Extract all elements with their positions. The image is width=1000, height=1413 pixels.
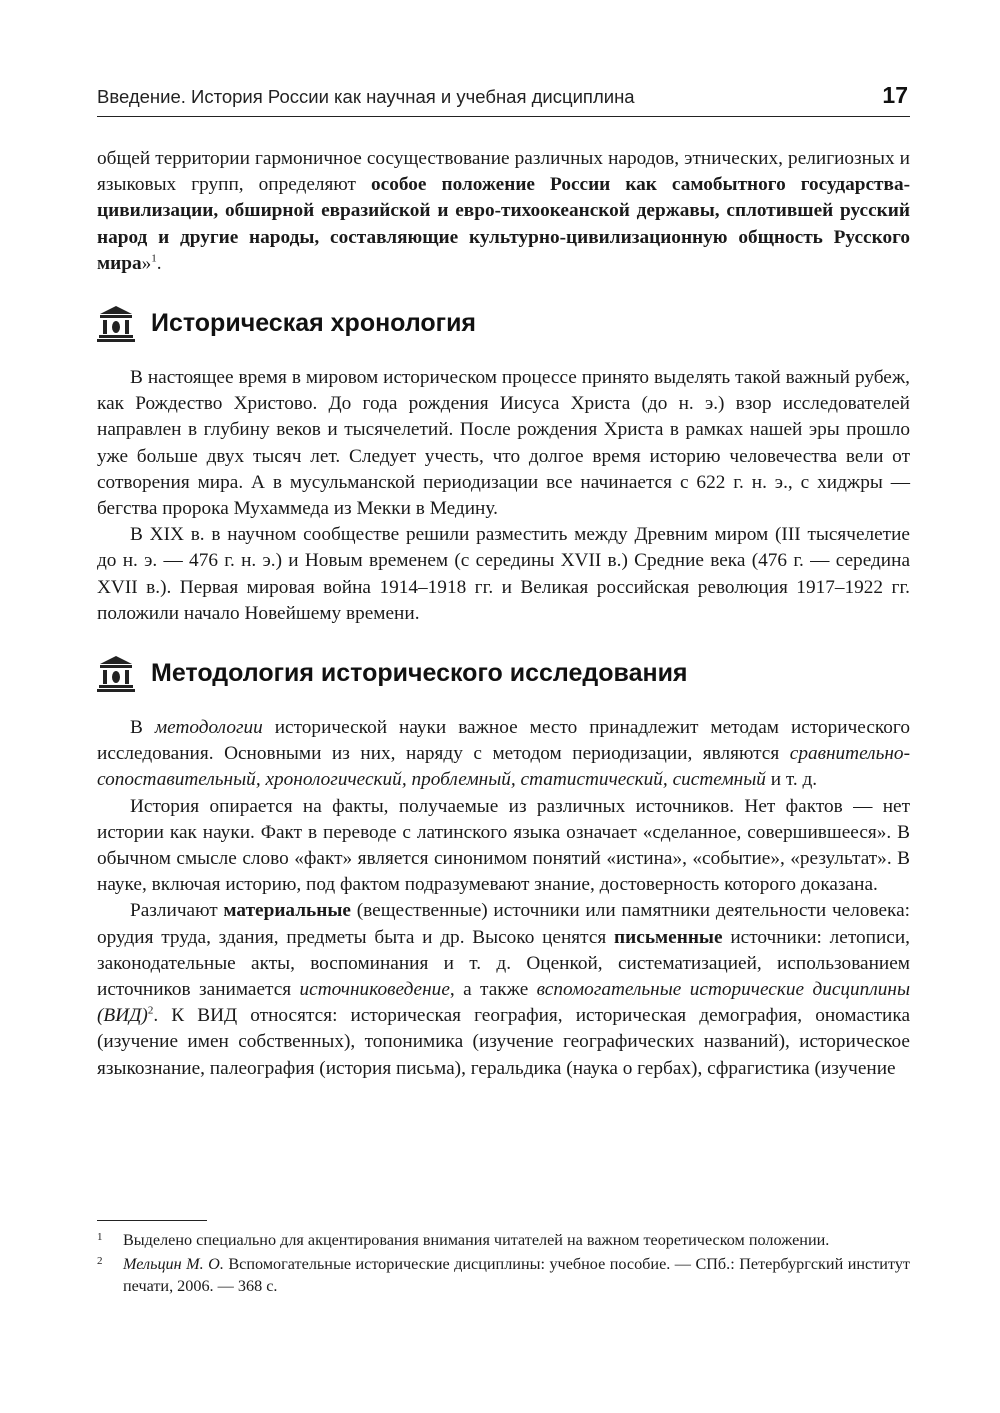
intro-bold-text: особое положение России как самобытного государства-цивилизации, обширной евразийской и евро-тихоокеанской державы, сплотившей русский народ и другие народы, составляющие культурно-цивилизационную общность Русского мира [97, 174, 911, 274]
footnote-1 [97, 1229, 910, 1251]
footnote-divider [97, 1220, 207, 1221]
page-body [97, 146, 910, 1082]
running-header-title: Введение. История России как научная и учебная дисциплина [97, 86, 635, 107]
methodology-paragraph-2: История опирается на факты, получаемые из различных источников. Нет фактов — нет истории как науки. Факт в переводе с латинского языка означает «сделанное, совершившееся». В обычном смысле слово «факт» является синонимом понятий «истина», «событие», «результат». В науке, включая историю, под фактом подразумевают знание, достоверность которого доказана. [97, 795, 910, 896]
section-heading-chronology [97, 303, 910, 343]
footnote-author: Мельцин М. О. [123, 1255, 224, 1273]
museum-icon [97, 654, 135, 692]
footnote-text: Вспомогательные исторические дисциплины: учебное пособие. — СПб.: Петербургский институт печати, 2006. — 368 с. [123, 1255, 910, 1295]
section-title-methodology: Методология исторического исследования [151, 658, 688, 687]
section-heading-methodology [97, 653, 910, 693]
footnote-ref-1[interactable]: 1 [151, 252, 157, 265]
running-header [97, 80, 910, 117]
intro-paragraph: общей территории гармоничное сосуществование различных народов, этнических, религиозных и языковых групп, определяют особое положение России как самобытного государства-цивилизации, обширной евразийской и евро-тихоокеанской державы, сплотившей русский народ и другие народы, составляющие культурно-цивилизационную общность Русского мира»$^1$. [97, 148, 911, 274]
footnote-text: Выделено специально для акцентирования внимания читателей на важном теоретическом положении. [123, 1231, 830, 1249]
footnotes [97, 1220, 910, 1299]
methodology-paragraph-1: В методологии исторической науки важное место принадлежит методам исторического исследования. Основными из них, наряду с методом периодизации, являются сравнительно-сопоставительный, хронологический, проблемный, статистический, системный и т. д. [97, 717, 910, 791]
page-number: 17 [882, 82, 908, 108]
chronology-paragraph-2: В XIX в. в научном сообществе решили разместить между Древним миром (III тысячелетие до н. э. — 476 г. н. э.) и Новым временем (с середины XVII в.) Средние века (476 г. — середина XVII в.). Первая мировая война 1914–1918 гг. и Великая российская революция 1917–1922 гг. положили начало Новейшему времени. [97, 524, 910, 624]
footnote-mark: 1 [97, 1231, 103, 1243]
section-title-chronology: Историческая хронология [151, 308, 477, 337]
chronology-paragraph-1: В настоящее время в мировом историческом процессе принято выделять такой важный рубеж, как Рождество Христово. До года рождения Иисуса Христа (до н. э.) взор исследователей направлен в глубину веков и тысячелетий. После рождения Христа в рамках нашей эры прошло уже больше двух тысяч лет. Следует учесть, что долгое время историю человечества вели от сотворения мира. А в мусульманской периодизации все начинается с 622 г. н. э., с хиджры — бегства пророка Мухаммеда из Мекки в Медину. [97, 367, 910, 520]
footnote-2 [97, 1253, 910, 1297]
methodology-paragraph-3: Различают материальные (вещественные) источники или памятники деятельности человека: орудия труда, здания, предметы быта и др. Высоко ценятся письменные источники: летописи, законодательные акты, воспоминания и т. д. Оценкой, систематизацией, использованием источников занимается источниковедение, а также вспомогательные исторические дисциплины (ВИД)$^2$. К ВИД относятся: историческая география, историческая демография, ономастика (изучение имен собственных), топонимика (изучение географических названий), историческое языкознание, палеография (история письма), геральдика (наука о гербах), сфрагистика (изучение [97, 900, 910, 1079]
museum-icon [97, 304, 135, 342]
footnote-ref-2[interactable]: 2 [147, 1004, 154, 1017]
footnote-mark: 2 [97, 1255, 103, 1267]
